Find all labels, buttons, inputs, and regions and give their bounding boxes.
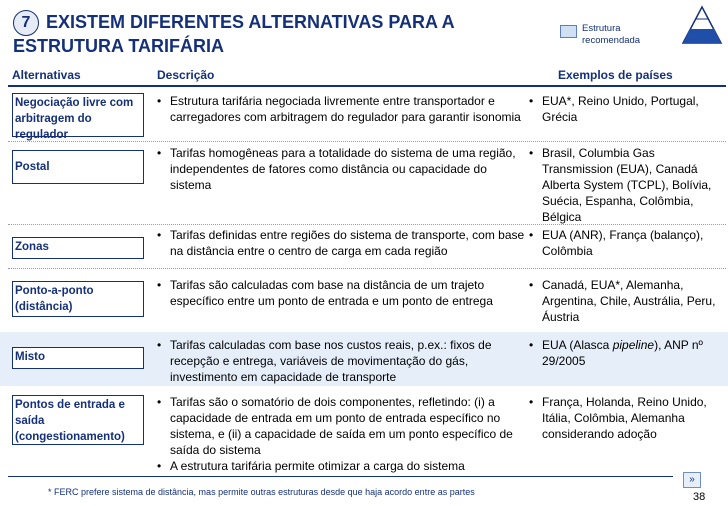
description-bullet: • Tarifas homogêneas para a totalidade do sistema de uma região, independentes de fatores como distância ou capacidade do sistema [156, 145, 526, 193]
examples-bullet: • Brasil, Columbia Gas Transmission (EUA), Canadá Alberta System (TCPL), Bolívia, Suécia, Espanha, Colômbia, Bélgica [528, 145, 723, 225]
row-label-misto: Misto [12, 347, 144, 369]
row-description-negociacao-livre [156, 93, 526, 125]
description-bullet: • A estrutura tarifária permite otimizar a carga do sistema [156, 458, 526, 474]
row-label-postal: Postal [12, 150, 144, 184]
column-header-alternatives: Alternativas [12, 68, 81, 82]
double-chevron-right-icon[interactable]: » [683, 472, 701, 488]
row-examples-negociacao-livre [528, 93, 723, 125]
pyramid-icon [681, 5, 723, 45]
description-bullet: • Tarifas são calculadas com base na distância de um trajeto específico entre um ponto de entrada e um ponto de entrega [156, 277, 526, 309]
row-examples-pontos-entrada-saida [528, 394, 723, 442]
examples-bullet: • EUA (ANR), França (balanço), Colômbia [528, 227, 723, 259]
row-examples-ponto-a-ponto [528, 277, 723, 325]
row-label-ponto-a-ponto: Ponto-a-ponto (distância) [12, 281, 144, 317]
column-header-description: Descrição [157, 68, 215, 82]
footnote: * FERC prefere sistema de distância, mas permite outras estruturas desde que haja acordo entre as partes [48, 487, 475, 497]
row-description-postal [156, 145, 526, 193]
row-separator [8, 224, 726, 225]
row-examples-misto [528, 337, 723, 369]
examples-bullet: • EUA*, Reino Unido, Portugal, Grécia [528, 93, 723, 125]
row-examples-postal [528, 145, 723, 225]
step-badge: 7 [13, 10, 39, 36]
examples-bullet: • França, Holanda, Reino Unido, Itália, Colômbia, Alemanha considerando adoção [528, 394, 723, 442]
row-description-zonas [156, 227, 526, 259]
row-separator [8, 268, 726, 269]
row-label-negociacao-livre: Negociação livre com arbitragem do regulador [12, 93, 144, 137]
header-divider [8, 85, 726, 87]
row-description-misto [156, 337, 526, 385]
description-bullet: • Tarifas são o somatório de dois componentes, refletindo: (i) a capacidade de entrada em um ponto de entrada específico no sistema, e (ii) a capacidade de saída em um ponto específico de saída do sistema [156, 394, 526, 458]
row-label-pontos-entrada-saida: Pontos de entrada e saída (congestionamento) [12, 395, 144, 445]
description-bullet: • Estrutura tarifária negociada livremente entre transportador e carregadores com arbitragem do regulador para garantir isonomia [156, 93, 526, 125]
description-bullet: • Tarifas calculadas com base nos custos reais, p.ex.: fixos de recepção e entrega, variáveis de movimentação do gás, investimento em capacidade de transporte [156, 337, 526, 385]
row-separator [8, 141, 726, 142]
row-label-zonas: Zonas [12, 237, 144, 259]
description-bullet: • Tarifas definidas entre regiões do sistema de transporte, com base na distância entre o centro de carga em cada região [156, 227, 526, 259]
page-number: 38 [693, 491, 706, 503]
examples-bullet: • Canadá, EUA*, Alemanha, Argentina, Chile, Austrália, Peru, Áustria [528, 277, 723, 325]
column-header-examples: Exemplos de países [558, 68, 673, 82]
examples-bullet: • EUA (Alasca pipeline), ANP nº 29/2005 [528, 337, 723, 369]
row-description-pontos-entrada-saida [156, 394, 526, 474]
page-title: EXISTEM DIFERENTES ALTERNATIVAS PARA A ESTRUTURA TARIFÁRIA [13, 12, 455, 56]
row-examples-zonas [528, 227, 723, 259]
row-description-ponto-a-ponto [156, 277, 526, 309]
legend-swatch [560, 25, 577, 38]
footer-divider [8, 476, 673, 477]
legend-label: Estrutura recomendada [582, 23, 641, 46]
